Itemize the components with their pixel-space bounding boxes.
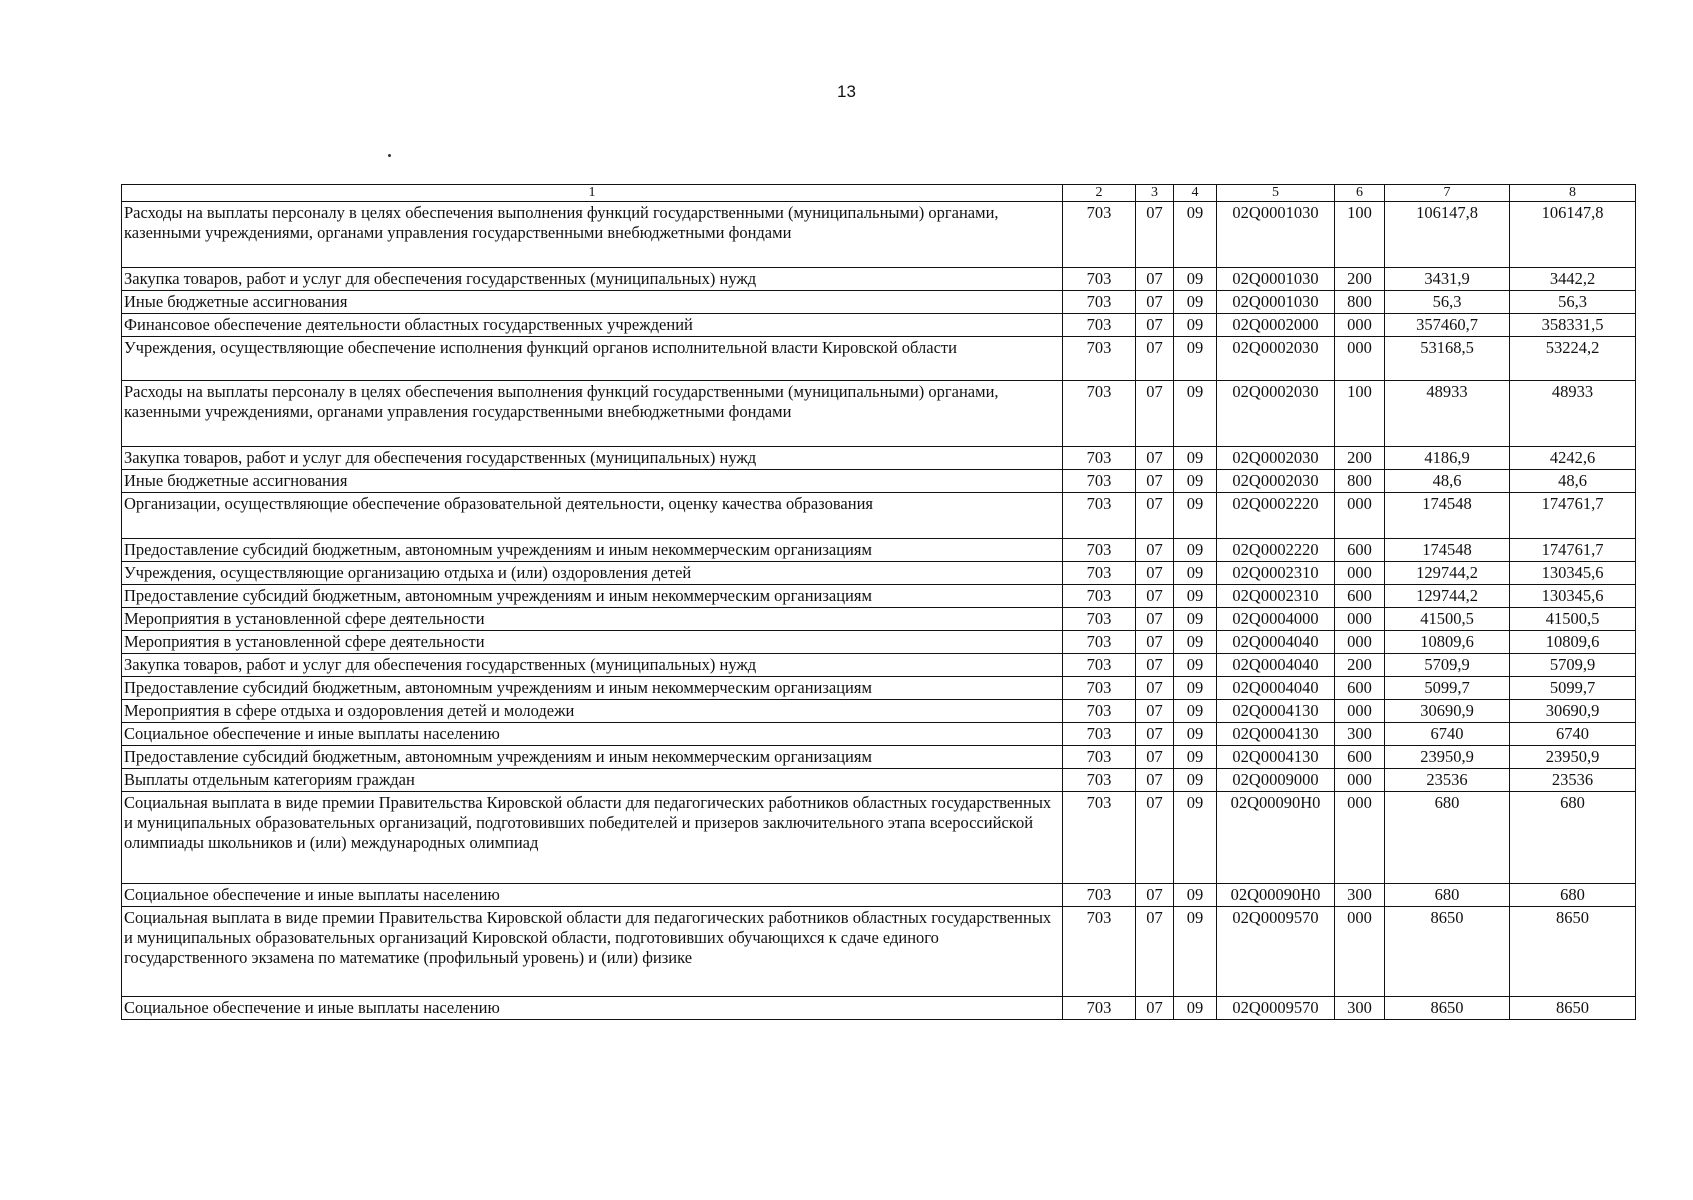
amount-cell: 129744,2 xyxy=(1385,562,1510,585)
amount-cell: 56,3 xyxy=(1385,291,1510,314)
expense-type-cell: 000 xyxy=(1335,314,1385,337)
section-cell: 07 xyxy=(1136,291,1174,314)
section-cell: 07 xyxy=(1136,268,1174,291)
section-cell: 07 xyxy=(1136,746,1174,769)
target-article-cell: 02Q0009570 xyxy=(1217,997,1335,1020)
code-cell: 703 xyxy=(1063,907,1136,997)
table-row xyxy=(122,746,1636,769)
row-name-cell: Предоставление субсидий бюджетным, автономным учреждениям и иным некоммерческим организациям xyxy=(122,746,1063,769)
amount-cell: 5099,7 xyxy=(1510,677,1636,700)
code-cell: 703 xyxy=(1063,608,1136,631)
code-cell: 703 xyxy=(1063,654,1136,677)
column-header: 5 xyxy=(1217,185,1335,202)
expense-type-cell: 000 xyxy=(1335,792,1385,884)
amount-cell: 8650 xyxy=(1510,997,1636,1020)
row-name-cell: Мероприятия в сфере отдыха и оздоровления детей и молодежи xyxy=(122,700,1063,723)
section-cell: 07 xyxy=(1136,997,1174,1020)
amount-cell: 53168,5 xyxy=(1385,337,1510,381)
section-cell: 07 xyxy=(1136,654,1174,677)
table-row xyxy=(122,884,1636,907)
expense-type-cell: 000 xyxy=(1335,608,1385,631)
expense-type-cell: 300 xyxy=(1335,884,1385,907)
target-article-cell: 02Q0001030 xyxy=(1217,291,1335,314)
amount-cell: 6740 xyxy=(1385,723,1510,746)
table-row xyxy=(122,493,1636,539)
target-article-cell: 02Q0004040 xyxy=(1217,654,1335,677)
section-cell: 07 xyxy=(1136,700,1174,723)
row-name-cell: Социальное обеспечение и иные выплаты населению xyxy=(122,997,1063,1020)
amount-cell: 174548 xyxy=(1385,539,1510,562)
row-name-cell: Иные бюджетные ассигнования xyxy=(122,470,1063,493)
target-article-cell: 02Q0002030 xyxy=(1217,447,1335,470)
table-row xyxy=(122,202,1636,268)
target-article-cell: 02Q0001030 xyxy=(1217,202,1335,268)
table-row xyxy=(122,631,1636,654)
section-cell: 07 xyxy=(1136,470,1174,493)
code-cell: 703 xyxy=(1063,470,1136,493)
amount-cell: 129744,2 xyxy=(1385,585,1510,608)
column-header: 1 xyxy=(122,185,1063,202)
amount-cell: 174761,7 xyxy=(1510,539,1636,562)
expense-type-cell: 600 xyxy=(1335,746,1385,769)
expense-type-cell: 300 xyxy=(1335,997,1385,1020)
expense-type-cell: 300 xyxy=(1335,723,1385,746)
subsection-cell: 09 xyxy=(1174,268,1217,291)
amount-cell: 680 xyxy=(1510,792,1636,884)
table-row xyxy=(122,447,1636,470)
subsection-cell: 09 xyxy=(1174,337,1217,381)
amount-cell: 358331,5 xyxy=(1510,314,1636,337)
expense-type-cell: 600 xyxy=(1335,585,1385,608)
section-cell: 07 xyxy=(1136,723,1174,746)
amount-cell: 41500,5 xyxy=(1385,608,1510,631)
amount-cell: 8650 xyxy=(1385,907,1510,997)
subsection-cell: 09 xyxy=(1174,792,1217,884)
column-header: 7 xyxy=(1385,185,1510,202)
code-cell: 703 xyxy=(1063,700,1136,723)
subsection-cell: 09 xyxy=(1174,769,1217,792)
row-name-cell: Социальное обеспечение и иные выплаты населению xyxy=(122,884,1063,907)
amount-cell: 130345,6 xyxy=(1510,585,1636,608)
code-cell: 703 xyxy=(1063,769,1136,792)
subsection-cell: 09 xyxy=(1174,493,1217,539)
table-row xyxy=(122,997,1636,1020)
section-cell: 07 xyxy=(1136,769,1174,792)
row-name-cell: Предоставление субсидий бюджетным, автономным учреждениям и иным некоммерческим организациям xyxy=(122,677,1063,700)
amount-cell: 30690,9 xyxy=(1510,700,1636,723)
row-name-cell: Закупка товаров, работ и услуг для обеспечения государственных (муниципальных) нужд xyxy=(122,447,1063,470)
amount-cell: 4186,9 xyxy=(1385,447,1510,470)
table-row xyxy=(122,470,1636,493)
expense-type-cell: 100 xyxy=(1335,202,1385,268)
amount-cell: 680 xyxy=(1510,884,1636,907)
row-name-cell: Учреждения, осуществляющие организацию отдыха и (или) оздоровления детей xyxy=(122,562,1063,585)
row-name-cell: Выплаты отдельным категориям граждан xyxy=(122,769,1063,792)
expense-type-cell: 600 xyxy=(1335,539,1385,562)
target-article-cell: 02Q0009000 xyxy=(1217,769,1335,792)
section-cell: 07 xyxy=(1136,493,1174,539)
table-row xyxy=(122,314,1636,337)
subsection-cell: 09 xyxy=(1174,746,1217,769)
row-name-cell: Закупка товаров, работ и услуг для обеспечения государственных (муниципальных) нужд xyxy=(122,268,1063,291)
target-article-cell: 02Q0002220 xyxy=(1217,493,1335,539)
code-cell: 703 xyxy=(1063,381,1136,447)
row-name-cell: Социальное обеспечение и иные выплаты населению xyxy=(122,723,1063,746)
row-name-cell: Предоставление субсидий бюджетным, автономным учреждениям и иным некоммерческим организациям xyxy=(122,539,1063,562)
amount-cell: 5709,9 xyxy=(1510,654,1636,677)
target-article-cell: 02Q0002310 xyxy=(1217,585,1335,608)
subsection-cell: 09 xyxy=(1174,314,1217,337)
expense-type-cell: 100 xyxy=(1335,381,1385,447)
code-cell: 703 xyxy=(1063,291,1136,314)
subsection-cell: 09 xyxy=(1174,907,1217,997)
amount-cell: 23950,9 xyxy=(1385,746,1510,769)
table-row xyxy=(122,769,1636,792)
amount-cell: 357460,7 xyxy=(1385,314,1510,337)
section-cell: 07 xyxy=(1136,337,1174,381)
code-cell: 703 xyxy=(1063,677,1136,700)
table-row xyxy=(122,562,1636,585)
row-name-cell: Мероприятия в установленной сфере деятельности xyxy=(122,608,1063,631)
row-name-cell: Социальная выплата в виде премии Правительства Кировской области для педагогических работников областных государственных и муниципальных образовательных организаций, подготовивших победителей и призеров заключительного этапа всероссийской олимпиады школьников и (или) международных олимпиад xyxy=(122,792,1063,884)
section-cell: 07 xyxy=(1136,608,1174,631)
target-article-cell: 02Q0009570 xyxy=(1217,907,1335,997)
amount-cell: 23536 xyxy=(1510,769,1636,792)
column-header: 4 xyxy=(1174,185,1217,202)
target-article-cell: 02Q0004040 xyxy=(1217,631,1335,654)
scan-speck xyxy=(388,154,391,157)
amount-cell: 106147,8 xyxy=(1510,202,1636,268)
amount-cell: 8650 xyxy=(1385,997,1510,1020)
expense-type-cell: 200 xyxy=(1335,654,1385,677)
section-cell: 07 xyxy=(1136,631,1174,654)
section-cell: 07 xyxy=(1136,447,1174,470)
code-cell: 703 xyxy=(1063,337,1136,381)
expense-type-cell: 000 xyxy=(1335,493,1385,539)
subsection-cell: 09 xyxy=(1174,585,1217,608)
subsection-cell: 09 xyxy=(1174,723,1217,746)
code-cell: 703 xyxy=(1063,997,1136,1020)
code-cell: 703 xyxy=(1063,746,1136,769)
expense-type-cell: 000 xyxy=(1335,337,1385,381)
code-cell: 703 xyxy=(1063,447,1136,470)
target-article-cell: 02Q0004000 xyxy=(1217,608,1335,631)
row-name-cell: Предоставление субсидий бюджетным, автономным учреждениям и иным некоммерческим организациям xyxy=(122,585,1063,608)
amount-cell: 23950,9 xyxy=(1510,746,1636,769)
table-row xyxy=(122,291,1636,314)
table-row xyxy=(122,723,1636,746)
row-name-cell: Организации, осуществляющие обеспечение образовательной деятельности, оценку качества образования xyxy=(122,493,1063,539)
table-row xyxy=(122,654,1636,677)
amount-cell: 680 xyxy=(1385,792,1510,884)
target-article-cell: 02Q0004040 xyxy=(1217,677,1335,700)
section-cell: 07 xyxy=(1136,907,1174,997)
amount-cell: 680 xyxy=(1385,884,1510,907)
expense-type-cell: 000 xyxy=(1335,562,1385,585)
amount-cell: 48,6 xyxy=(1510,470,1636,493)
amount-cell: 3431,9 xyxy=(1385,268,1510,291)
amount-cell: 130345,6 xyxy=(1510,562,1636,585)
section-cell: 07 xyxy=(1136,539,1174,562)
row-name-cell: Социальная выплата в виде премии Правительства Кировской области для педагогических работников областных государственных и муниципальных образовательных организаций Кировской области, подготовивших обучающихся к сдаче единого государственного экзамена по математике (профильный уровень) и (или) физике xyxy=(122,907,1063,997)
code-cell: 703 xyxy=(1063,268,1136,291)
target-article-cell: 02Q0004130 xyxy=(1217,723,1335,746)
column-header: 3 xyxy=(1136,185,1174,202)
expense-type-cell: 800 xyxy=(1335,291,1385,314)
code-cell: 703 xyxy=(1063,202,1136,268)
column-header: 6 xyxy=(1335,185,1385,202)
expense-type-cell: 200 xyxy=(1335,447,1385,470)
amount-cell: 10809,6 xyxy=(1385,631,1510,654)
subsection-cell: 09 xyxy=(1174,997,1217,1020)
section-cell: 07 xyxy=(1136,585,1174,608)
amount-cell: 56,3 xyxy=(1510,291,1636,314)
amount-cell: 5709,9 xyxy=(1385,654,1510,677)
column-header: 2 xyxy=(1063,185,1136,202)
subsection-cell: 09 xyxy=(1174,562,1217,585)
table-row xyxy=(122,381,1636,447)
section-cell: 07 xyxy=(1136,562,1174,585)
amount-cell: 106147,8 xyxy=(1385,202,1510,268)
section-cell: 07 xyxy=(1136,202,1174,268)
section-cell: 07 xyxy=(1136,792,1174,884)
table-row xyxy=(122,792,1636,884)
expense-type-cell: 000 xyxy=(1335,700,1385,723)
target-article-cell: 02Q0004130 xyxy=(1217,700,1335,723)
subsection-cell: 09 xyxy=(1174,631,1217,654)
target-article-cell: 02Q0002030 xyxy=(1217,470,1335,493)
code-cell: 703 xyxy=(1063,792,1136,884)
table-body xyxy=(122,185,1636,1020)
row-name-cell: Расходы на выплаты персоналу в целях обеспечения выполнения функций государственными (муниципальными) органами, казенными учреждениями, органами управления государственными внебюджетными фондами xyxy=(122,381,1063,447)
column-header: 8 xyxy=(1510,185,1636,202)
code-cell: 703 xyxy=(1063,539,1136,562)
page-number: 13 xyxy=(837,82,856,101)
subsection-cell: 09 xyxy=(1174,539,1217,562)
table-header-row xyxy=(122,185,1636,202)
target-article-cell: 02Q0002030 xyxy=(1217,337,1335,381)
expense-type-cell: 800 xyxy=(1335,470,1385,493)
amount-cell: 4242,6 xyxy=(1510,447,1636,470)
budget-table xyxy=(121,184,1636,1020)
target-article-cell: 02Q00090H0 xyxy=(1217,792,1335,884)
table-row xyxy=(122,337,1636,381)
amount-cell: 5099,7 xyxy=(1385,677,1510,700)
subsection-cell: 09 xyxy=(1174,884,1217,907)
amount-cell: 8650 xyxy=(1510,907,1636,997)
amount-cell: 23536 xyxy=(1385,769,1510,792)
section-cell: 07 xyxy=(1136,884,1174,907)
row-name-cell: Закупка товаров, работ и услуг для обеспечения государственных (муниципальных) нужд xyxy=(122,654,1063,677)
table-row xyxy=(122,585,1636,608)
code-cell: 703 xyxy=(1063,585,1136,608)
code-cell: 703 xyxy=(1063,493,1136,539)
row-name-cell: Расходы на выплаты персоналу в целях обеспечения выполнения функций государственными (муниципальными) органами, казенными учреждениями, органами управления государственными внебюджетными фондами xyxy=(122,202,1063,268)
expense-type-cell: 200 xyxy=(1335,268,1385,291)
code-cell: 703 xyxy=(1063,723,1136,746)
table-row xyxy=(122,700,1636,723)
code-cell: 703 xyxy=(1063,884,1136,907)
row-name-cell: Мероприятия в установленной сфере деятельности xyxy=(122,631,1063,654)
subsection-cell: 09 xyxy=(1174,447,1217,470)
target-article-cell: 02Q00090H0 xyxy=(1217,884,1335,907)
row-name-cell: Иные бюджетные ассигнования xyxy=(122,291,1063,314)
target-article-cell: 02Q0002030 xyxy=(1217,381,1335,447)
amount-cell: 48,6 xyxy=(1385,470,1510,493)
target-article-cell: 02Q0002000 xyxy=(1217,314,1335,337)
amount-cell: 53224,2 xyxy=(1510,337,1636,381)
table-row xyxy=(122,907,1636,997)
amount-cell: 10809,6 xyxy=(1510,631,1636,654)
amount-cell: 30690,9 xyxy=(1385,700,1510,723)
subsection-cell: 09 xyxy=(1174,700,1217,723)
row-name-cell: Учреждения, осуществляющие обеспечение исполнения функций органов исполнительной власти Кировской области xyxy=(122,337,1063,381)
amount-cell: 48933 xyxy=(1510,381,1636,447)
subsection-cell: 09 xyxy=(1174,291,1217,314)
table-row xyxy=(122,608,1636,631)
subsection-cell: 09 xyxy=(1174,381,1217,447)
subsection-cell: 09 xyxy=(1174,608,1217,631)
code-cell: 703 xyxy=(1063,631,1136,654)
expense-type-cell: 000 xyxy=(1335,907,1385,997)
subsection-cell: 09 xyxy=(1174,202,1217,268)
target-article-cell: 02Q0002220 xyxy=(1217,539,1335,562)
section-cell: 07 xyxy=(1136,381,1174,447)
subsection-cell: 09 xyxy=(1174,470,1217,493)
code-cell: 703 xyxy=(1063,562,1136,585)
table-row xyxy=(122,677,1636,700)
expense-type-cell: 000 xyxy=(1335,769,1385,792)
target-article-cell: 02Q0001030 xyxy=(1217,268,1335,291)
expense-type-cell: 000 xyxy=(1335,631,1385,654)
amount-cell: 174548 xyxy=(1385,493,1510,539)
amount-cell: 3442,2 xyxy=(1510,268,1636,291)
amount-cell: 41500,5 xyxy=(1510,608,1636,631)
expense-type-cell: 600 xyxy=(1335,677,1385,700)
row-name-cell: Финансовое обеспечение деятельности областных государственных учреждений xyxy=(122,314,1063,337)
table-row xyxy=(122,539,1636,562)
amount-cell: 48933 xyxy=(1385,381,1510,447)
amount-cell: 6740 xyxy=(1510,723,1636,746)
table-row xyxy=(122,268,1636,291)
target-article-cell: 02Q0004130 xyxy=(1217,746,1335,769)
amount-cell: 174761,7 xyxy=(1510,493,1636,539)
subsection-cell: 09 xyxy=(1174,677,1217,700)
section-cell: 07 xyxy=(1136,677,1174,700)
subsection-cell: 09 xyxy=(1174,654,1217,677)
target-article-cell: 02Q0002310 xyxy=(1217,562,1335,585)
section-cell: 07 xyxy=(1136,314,1174,337)
code-cell: 703 xyxy=(1063,314,1136,337)
